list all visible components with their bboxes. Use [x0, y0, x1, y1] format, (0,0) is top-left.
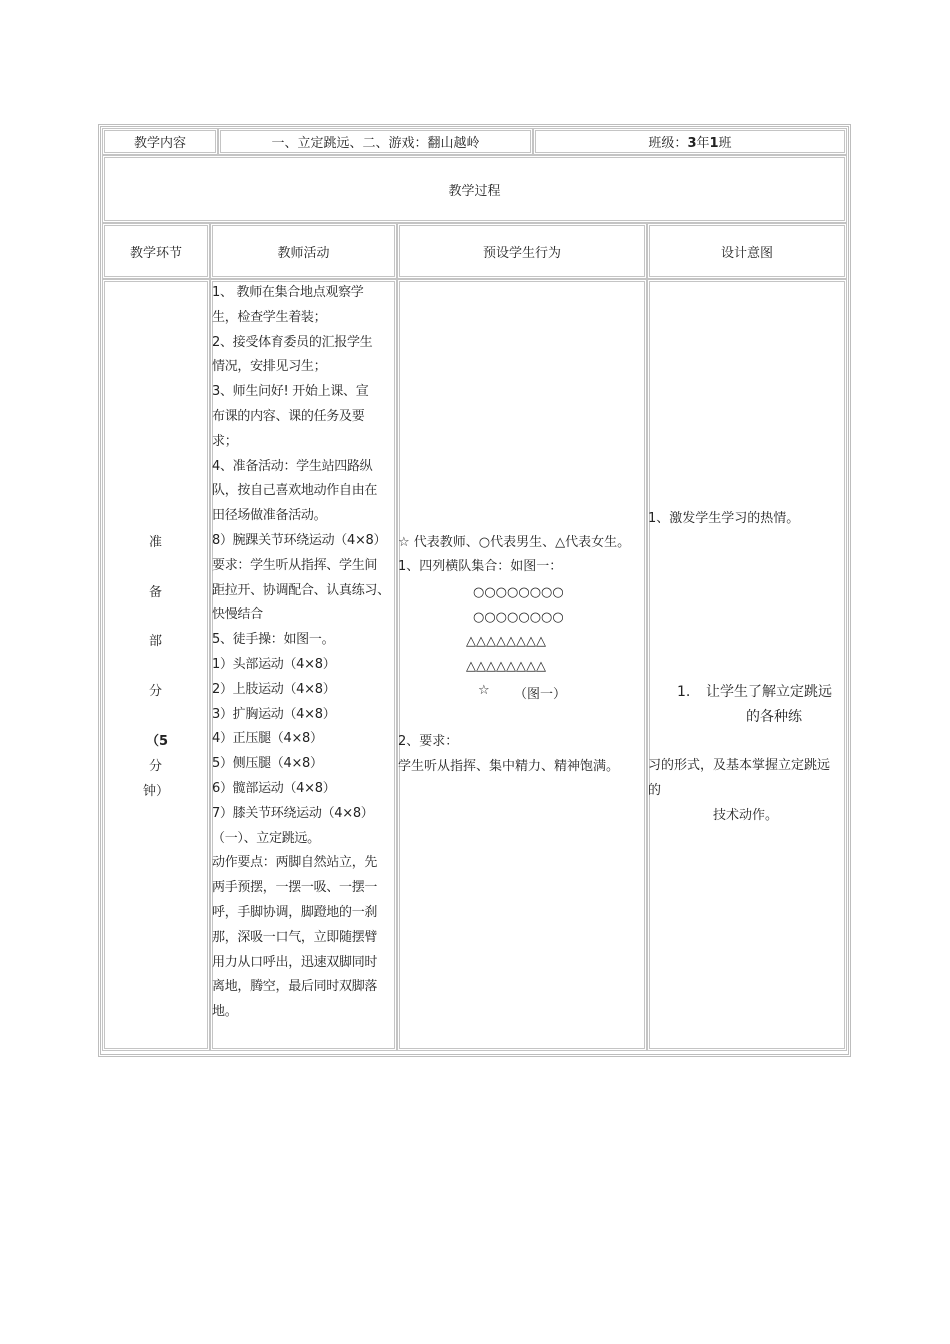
- stage-cell: [102, 279, 210, 1051]
- teacher-activity-line: 用力从口呼出，迅速双脚同时: [212, 954, 378, 970]
- col-header-student-label: 预设学生行为: [482, 245, 561, 261]
- teacher-activity-line: 呼，手脚协调，脚蹬地的一刹: [212, 904, 378, 920]
- stage-time-open: （5: [146, 734, 169, 749]
- intent-item-2-line5: 技术动作。: [713, 808, 779, 823]
- col-header-teacher: [210, 223, 397, 279]
- teacher-activity-line: 田径场做准备活动。: [212, 508, 327, 524]
- teacher-activity-line: 离地，腾空，最后同时双脚落: [212, 979, 378, 995]
- teacher-activity-line: 2、接受体育委员的汇报学生: [212, 334, 373, 350]
- teacher-activity-line: 8）腕踝关节环绕运动（4×8）: [212, 532, 387, 548]
- teacher-activity-line: 7）膝关节环绕运动（4×8）: [212, 805, 374, 821]
- teacher-activity-line: 1）头部运动（4×8）: [212, 656, 336, 672]
- teacher-activity-line: 布课的内容、课的任务及要: [212, 408, 365, 424]
- teacher-activity-line: 距拉开、协调配合、认真练习、: [212, 582, 390, 598]
- teacher-activity-line: 3）扩胸运动（4×8）: [212, 706, 336, 722]
- student-legend: ☆ 代表教师、○代表男生、△代表女生。: [398, 535, 631, 550]
- col-header-student: [397, 223, 647, 279]
- stage-char-4: 分: [149, 684, 163, 699]
- requirement-title: 2、要求：: [398, 734, 459, 749]
- process-title-cell: [102, 155, 847, 223]
- col-header-intent-label: 设计意图: [720, 245, 773, 261]
- formation-row-boys-1: ○○○○○○○○: [473, 585, 564, 600]
- col-header-intent: [647, 223, 847, 279]
- col-header-stage-label: 教学环节: [129, 245, 182, 261]
- teacher-activity-line: （一）、立定跳远。: [212, 830, 320, 846]
- teacher-activity-line: 情况，安排见习生；: [212, 359, 327, 375]
- teacher-activity-line: 那，深吸一口气，立即随摆臂: [212, 929, 378, 945]
- formation-row-boys-2: ○○○○○○○○: [473, 610, 564, 625]
- intent-item-2-line3: 习的形式，及基本掌握立定跳远: [648, 758, 831, 773]
- intent-item-1: 1、激发学生学习的热情。: [648, 511, 800, 526]
- teacher-activity-line: 3、师生问好! 开始上课、宣: [212, 384, 369, 400]
- formation-row-girls-1: △△△△△△△△: [466, 634, 546, 649]
- teacher-activity-line: 要求：学生听从指挥、学生间: [212, 557, 378, 573]
- stage-time-unit: 分: [149, 759, 163, 774]
- teacher-activity-line: 队，按自己喜欢地动作自由在: [212, 483, 378, 499]
- teacher-activity-line: 5、徒手操：如图一。: [212, 632, 335, 648]
- class-info: 班级：3年1班: [648, 136, 732, 151]
- intent-item-2-line2: 的各种练: [746, 709, 802, 725]
- intent-item-2-line1: 让学生了解立定跳远: [706, 684, 832, 700]
- stage-char-2: 备: [149, 585, 163, 600]
- teacher-activity-line: 2）上肢运动（4×8）: [212, 681, 336, 697]
- teacher-activity-line: 快慢结合: [212, 607, 263, 623]
- teacher-star-icon: ☆: [478, 683, 490, 698]
- stage-time-close: 钟）: [143, 784, 170, 799]
- requirement-text: 学生听从指挥、集中精力、精神饱满。: [398, 759, 620, 774]
- content-value-cell: [218, 128, 533, 155]
- process-title: 教学过程: [448, 183, 501, 199]
- content-value: 一、立定跳远、二、游戏：翻山越岭: [271, 136, 480, 151]
- col-header-stage: [102, 223, 210, 279]
- intent-cell: [647, 279, 847, 1051]
- col-header-teacher-label: 教师活动: [277, 245, 330, 261]
- teacher-activity-line: 生，检查学生着装；: [212, 309, 327, 325]
- teacher-activity-line: 4）正压腿（4×8）: [212, 731, 323, 747]
- figure-label: （图一）: [514, 687, 567, 702]
- class-cell: [533, 128, 847, 155]
- teacher-activity-line: 求；: [212, 433, 238, 449]
- teacher-activity-line: 1、 教师在集合地点观察学: [212, 285, 364, 300]
- formation-row-girls-2: △△△△△△△△: [466, 659, 546, 674]
- stage-char-3: 部: [149, 634, 163, 649]
- stage-char-1: 准: [149, 535, 163, 550]
- teacher-activity-line: 动作要点：两脚自然站立，先: [212, 855, 378, 871]
- intent-item-2-line4: 的: [648, 783, 662, 798]
- intent-item-2-num: 1.: [677, 684, 691, 700]
- content-label: 教学内容: [133, 136, 186, 151]
- teacher-activity-line: 5）侧压腿（4×8）: [212, 756, 323, 772]
- content-label-cell: [102, 128, 218, 155]
- formation-title: 1、四列横队集合：如图一：: [398, 559, 563, 574]
- teacher-activity-line: 地。: [212, 1004, 238, 1020]
- teacher-activity-line: 两手预摆，一摆一吸、一摆一: [212, 880, 378, 896]
- teacher-activity-line: 6）髋部运动（4×8）: [212, 780, 336, 796]
- teacher-activity-line: 4、准备活动：学生站四路纵: [212, 458, 373, 474]
- teacher-activity-list: [212, 281, 400, 1025]
